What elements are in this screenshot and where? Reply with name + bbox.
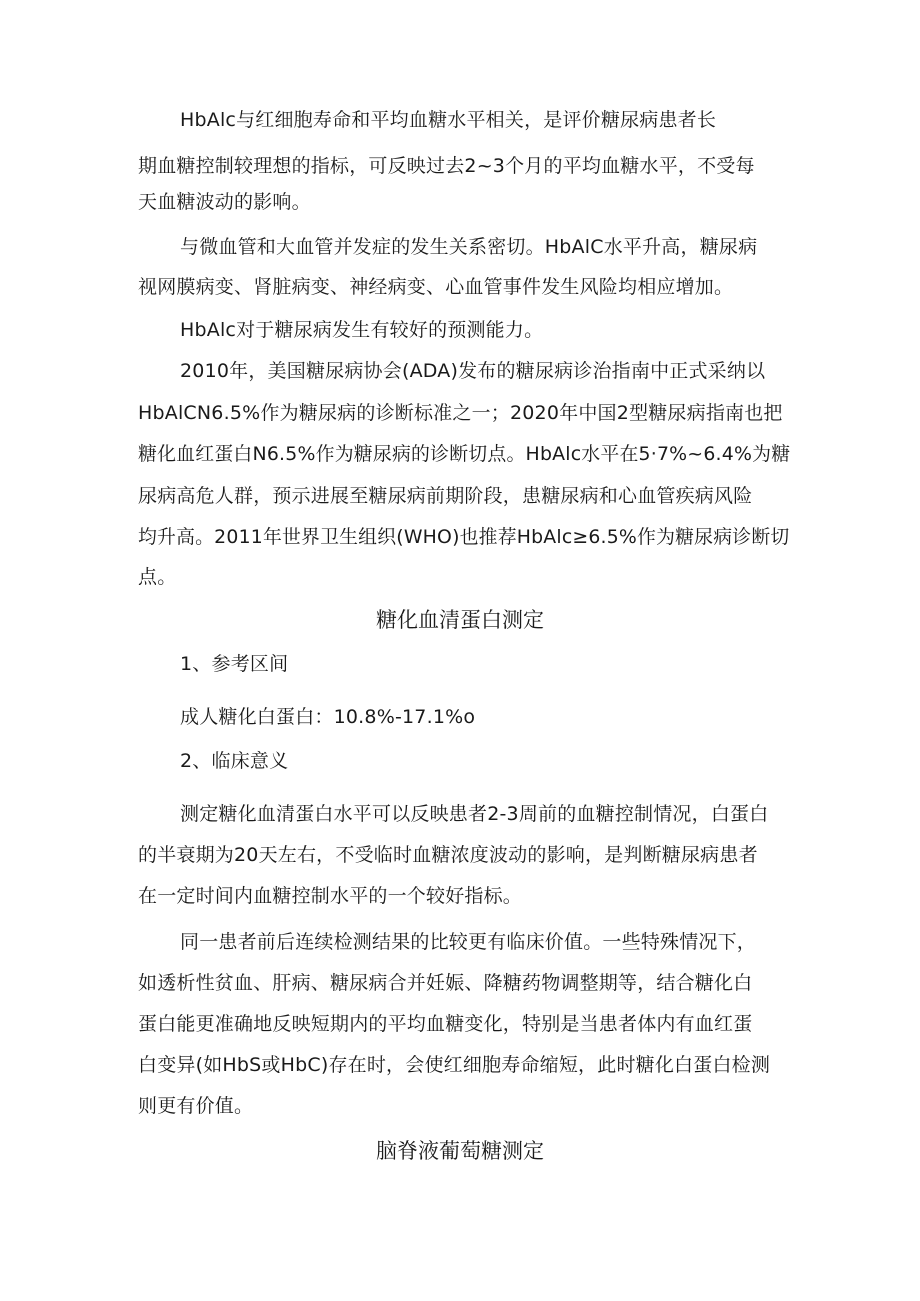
paragraph-line: 如透析性贫血、肝病、糖尿病合并妊娠、降糖药物调整期等，结合糖化白	[138, 972, 753, 994]
paragraph-line: 同一患者前后连续检测结果的比较更有临床价值。一些特殊情况下，	[180, 931, 757, 953]
reference-range: 成人糖化白蛋白：10.8%-17.1%o	[180, 706, 476, 728]
list-heading: 2、临床意义	[180, 750, 289, 772]
paragraph-line: 测定糖化血清蛋白水平可以反映患者2-3周前的血糖控制情况，白蛋白	[180, 803, 769, 825]
paragraph-line: 的半衰期为20天左右，不受临时血糖浓度波动的影响，是判断糖尿病患者	[138, 844, 758, 866]
paragraph-line: 与微血管和大血管并发症的发生关系密切。HbAlC水平升高，糖尿病	[180, 236, 758, 258]
paragraph-line: 白变异(如HbS或HbC)存在时，会使红细胞寿命缩短，此时糖化白蛋白检测	[138, 1054, 771, 1076]
paragraph-line: 期血糖控制较理想的指标，可反映过去2~3个月的平均血糖水平，不受每	[138, 155, 755, 177]
paragraph-line: HbAlc与红细胞寿命和平均血糖水平相关，是评价糖尿病患者长	[180, 109, 717, 131]
list-heading: 1、参考区间	[180, 653, 289, 675]
paragraph-line: 均升高。2011年世界卫生组织(WHO)也推荐HbAlc≥6.5%作为糖尿病诊断切	[138, 526, 790, 548]
paragraph-line: 尿病高危人群，预示进展至糖尿病前期阶段，患糖尿病和心血管疾病风险	[138, 485, 753, 507]
paragraph-line: 天血糖波动的影响。	[138, 191, 311, 213]
paragraph-line: 视网膜病变、肾脏病变、神经病变、心血管事件发生风险均相应增加。	[138, 276, 734, 298]
paragraph-line: 点。	[138, 566, 177, 588]
paragraph-line: 在一定时间内血糖控制水平的一个较好指标。	[138, 885, 523, 907]
section-heading: 脑脊液葡萄糖测定	[376, 1139, 544, 1163]
paragraph-line: 糖化血红蛋白N6.5%作为糖尿病的诊断切点。HbAlc水平在5·7%~6.4%为糖	[138, 443, 791, 465]
paragraph-line: HbAlCN6.5%作为糖尿病的诊断标准之一；2020年中国2型糖尿病指南也把	[138, 402, 783, 424]
paragraph-line: HbAlc对于糖尿病发生有较好的预测能力。	[180, 319, 544, 341]
paragraph-line: 则更有价值。	[138, 1095, 254, 1117]
section-heading: 糖化血清蛋白测定	[376, 608, 544, 632]
paragraph-line: 蛋白能更准确地反映短期内的平均血糖变化，特别是当患者体内有血红蛋	[138, 1013, 753, 1035]
paragraph-line: 2010年，美国糖尿病协会(ADA)发布的糖尿病诊治指南中正式采纳以	[180, 360, 766, 382]
